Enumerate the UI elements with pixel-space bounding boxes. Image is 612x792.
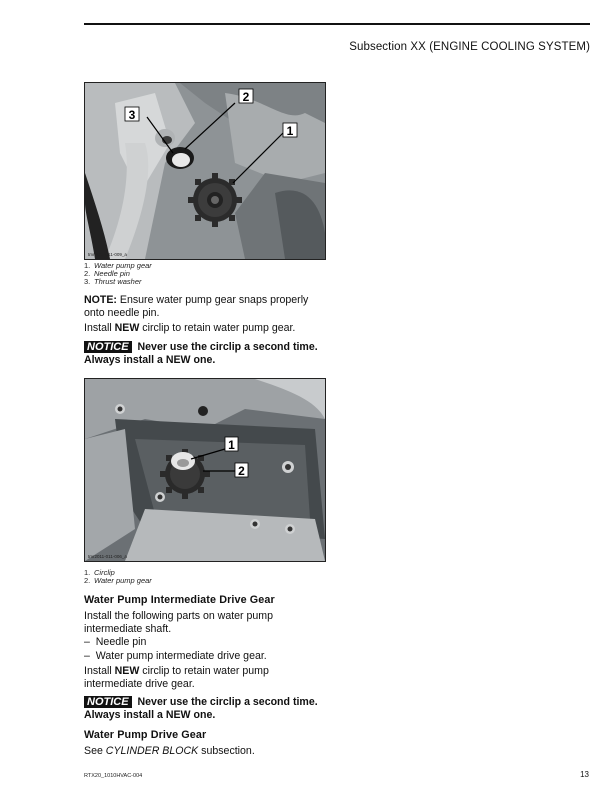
callout-2: 2 [242, 90, 250, 104]
caption-item: 1. Circlip [84, 568, 115, 577]
document-id: RTX20_1010HVAC-004 [84, 773, 143, 779]
figure-2-caption [84, 569, 152, 585]
caption-item: 3. Thrust washer [84, 277, 142, 286]
page-number: 13 [580, 770, 589, 779]
list-item: – Water pump intermediate drive gear. [84, 650, 267, 662]
section-heading-intermediate-gear: Water Pump Intermediate Drive Gear [84, 594, 275, 606]
callout-1: 1 [228, 438, 235, 452]
see-reference-paragraph: See CYLINDER BLOCK subsection. [84, 745, 255, 757]
caption-item: 1. Water pump gear [84, 261, 152, 270]
header-rule [84, 23, 590, 25]
notice-badge: NOTICE [84, 696, 132, 708]
caption-item: 2. Water pump gear [84, 576, 152, 585]
figure-2-illustration [85, 379, 325, 561]
caption-item: 2. Needle pin [84, 269, 130, 278]
install-circlip-paragraph-2: Install NEW circlip to retain water pump intermediate drive gear. [84, 665, 269, 691]
section-heading-drive-gear: Water Pump Drive Gear [84, 729, 207, 741]
callout-1: 1 [286, 124, 294, 138]
figure-1-caption [84, 262, 152, 286]
cross-reference: CYLINDER BLOCK [105, 745, 199, 757]
figure-code: tmr2011-011-009_a [88, 252, 127, 257]
callout-3: 3 [128, 108, 136, 122]
figure-water-pump-gear [84, 82, 326, 260]
notice-badge: NOTICE [84, 341, 132, 353]
figure-1-illustration [85, 83, 325, 259]
figure-circlip [84, 378, 326, 562]
install-circlip-paragraph: Install NEW circlip to retain water pump gear. [84, 322, 296, 334]
notice-2: NOTICE Never use the circlip a second time. Always install a NEW one. [84, 696, 318, 722]
intro-paragraph: Install the following parts on water pump intermediate shaft. [84, 610, 274, 636]
subsection-title: Subsection XX (ENGINE COOLING SYSTEM) [349, 41, 590, 53]
list-item: – Needle pin [84, 636, 147, 648]
callout-2: 2 [238, 464, 245, 478]
notice-1: NOTICE Never use the circlip a second time. Always install a NEW one. [84, 341, 318, 367]
note-paragraph: NOTE: Ensure water pump gear snaps properly onto needle pin. [84, 294, 309, 320]
figure-code: tmr2011-011-006_a [88, 554, 127, 559]
